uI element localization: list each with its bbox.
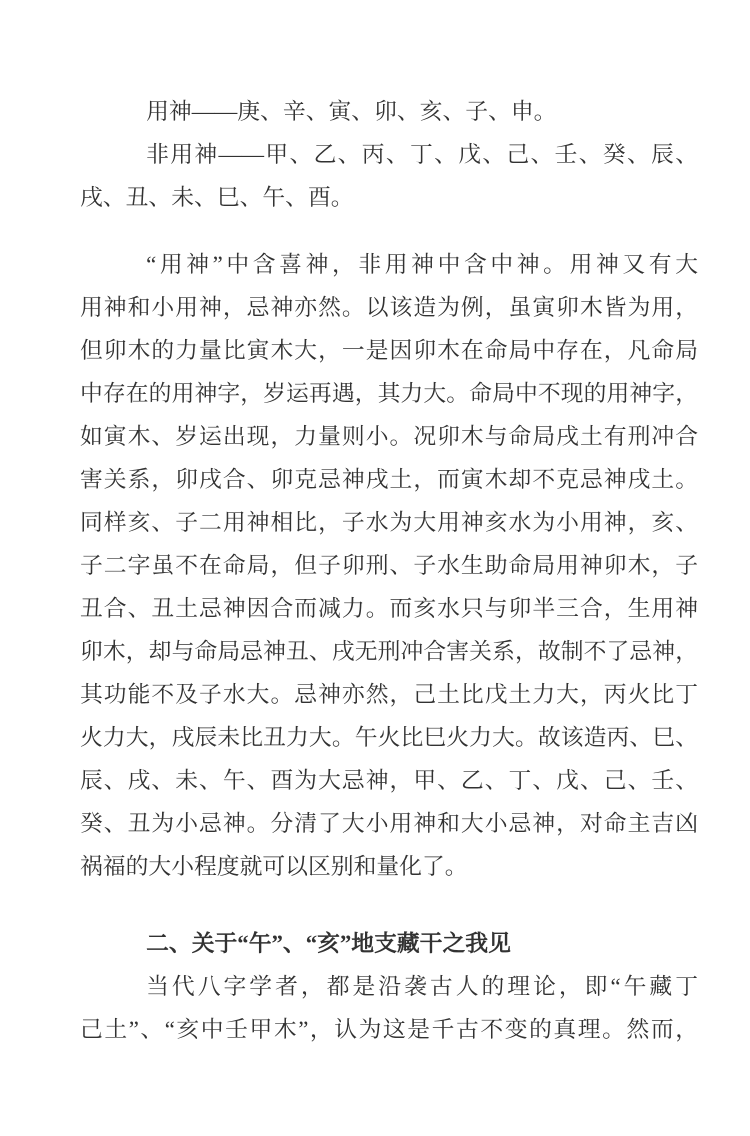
text-line: 卯木，却与命局忌神丑、戌无刑冲合害关系，故制不了忌神， (80, 639, 698, 664)
text-line: 害关系，卯戌合、卯克忌神戌土，而寅木却不克忌神戌土。 (80, 467, 698, 492)
text-line: 祸福的大小程度就可以区别和量化了。 (80, 854, 468, 879)
text-line: 非用神——甲、乙、丙、丁、戊、己、壬、癸、辰、 (146, 142, 698, 167)
text-line: 其功能不及子水大。忌神亦然，己土比戊土力大，丙火比丁 (80, 682, 698, 707)
text-line: 癸、丑为小忌神。分清了大小用神和大小忌神，对命主吉凶 (80, 811, 698, 836)
heading-line: 二、关于“午”、“亥”地支藏干之我见 (146, 931, 511, 956)
section-heading (80, 922, 698, 965)
text-line: “用神”中含喜神，非用神中含中神。用神又有大 (146, 252, 698, 277)
paragraph (80, 90, 698, 133)
text-line: 当代八字学者，都是沿袭古人的理论，即“午藏丁 (146, 974, 698, 999)
text-line: 丑合、丑土忌神因合而减力。而亥水只与卯半三合，生用神 (80, 596, 698, 621)
text-line: 中存在的用神字，岁运再遇，其力大。命局中不现的用神字， (80, 381, 698, 406)
text-line: 同样亥、子二用神相比，子水为大用神亥水为小用神，亥、 (80, 510, 698, 535)
text-line: 辰、戌、未、午、酉为大忌神，甲、乙、丁、戊、己、壬、 (80, 768, 698, 793)
text-line: 子二字虽不在命局，但子卯刑、子水生助命局用神卯木，子 (80, 553, 698, 578)
text-line: 用神和小用神，忌神亦然。以该造为例，虽寅卯木皆为用， (80, 295, 698, 320)
text-line: 火力大，戌辰未比丑力大。午火比巳火力大。故该造丙、巳、 (80, 725, 698, 750)
text-line: 如寅木、岁运出现，力量则小。况卯木与命局戌土有刑冲合 (80, 424, 698, 449)
paragraph (80, 965, 698, 1051)
text-line: 用神——庚、辛、寅、卯、亥、子、申。 (146, 99, 557, 124)
paragraph (80, 133, 698, 219)
paragraph (80, 243, 698, 888)
text-line: 戌、丑、未、巳、午、酉。 (80, 185, 354, 210)
text-line: 但卯木的力量比寅木大，一是因卯木在命局中存在，凡命局 (80, 338, 698, 363)
text-line: 己土”、“亥中壬甲木”，认为这是千古不变的真理。然而， (80, 1017, 698, 1042)
